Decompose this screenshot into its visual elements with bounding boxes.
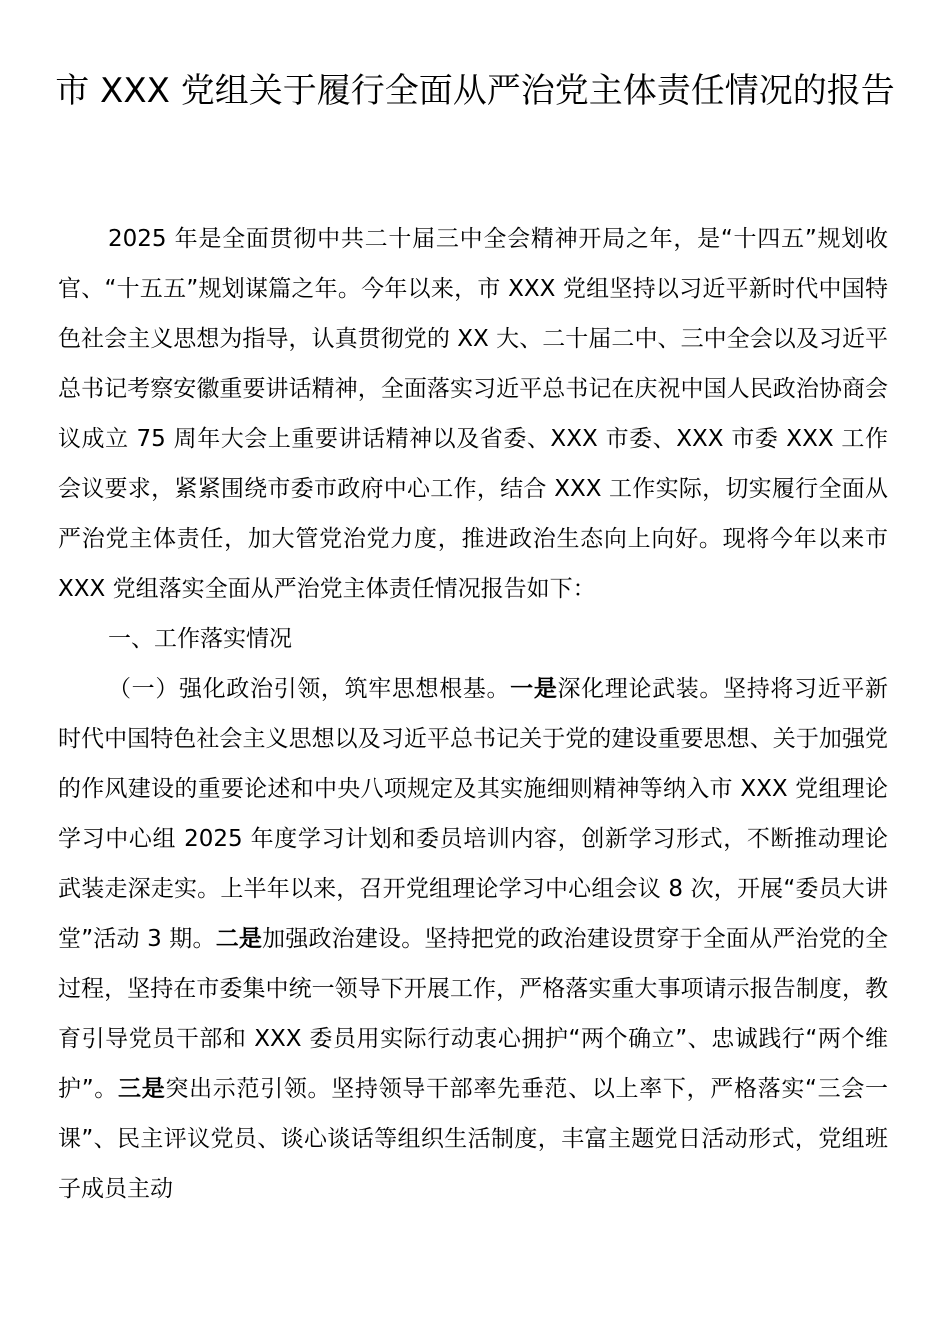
paragraph-1	[58, 664, 888, 1214]
document-body	[58, 214, 888, 1214]
point-3-label: 三是	[118, 1076, 166, 1102]
point-1-label: 一是	[510, 676, 558, 702]
paragraph-1-lead: （一）强化政治引领，筑牢思想根基。	[108, 676, 511, 702]
section-heading-1: 一、工作落实情况	[108, 626, 292, 652]
intro-paragraph: 2025 年是全面贯彻中共二十届三中全会精神开局之年，是“十四五”规划收官、“十五五”规划谋篇之年。今年以来，市 XXX 党组坚持以习近平新时代中国特色社会主义思想为指导，认真贯彻党的 XX 大、二十届二中、三中全会以及习近平总书记考察安徽重要讲话精神，全面落实习近平总书记在庆祝中国人民政治协商会议成立 75 周年大会上重要讲话精神以及省委、XXX 市委、XXX 市委 XXX 工作会议要求，紧紧围绕市委市政府中心工作，结合 XXX 工作实际，切实履行全面从严治党主体责任，加大管党治党力度，推进政治生态向上向好。现将今年以来市 XXX 党组落实全面从严治党主体责任情况报告如下：	[58, 226, 888, 602]
point-1-text: 深化理论武装。坚持将习近平新时代中国特色社会主义思想以及习近平总书记关于党的建设重要思想、关于加强党的作风建设的重要论述和中央八项规定及其实施细则精神等纳入市 XXX 党组理论学习中心组 2025 年度学习计划和委员培训内容，创新学习形式，不断推动理论武装走深走实。上半年以来，召开党组理论学习中心组会议 8 次，开展“委员大讲堂”活动 3 期。	[58, 676, 888, 952]
point-3-text: 突出示范引领。坚持领导干部率先垂范、以上率下，严格落实“三会一课”、民主评议党员、谈心谈话等组织生活制度，丰富主题党日活动形式，党组班子成员主动	[58, 1076, 889, 1202]
point-2-label: 二是	[215, 926, 263, 952]
point-2-text: 加强政治建设。坚持把党的政治建设贯穿于全面从严治党的全过程，坚持在市委集中统一领导下开展工作，严格落实重大事项请示报告制度，教育引导党员干部和 XXX 委员用实际行动衷心拥护“两个确立”、忠诚践行“两个维护”。	[58, 926, 889, 1102]
document-title: 市 XXX 党组关于履行全面从严治党主体责任情况的报告	[55, 71, 895, 111]
